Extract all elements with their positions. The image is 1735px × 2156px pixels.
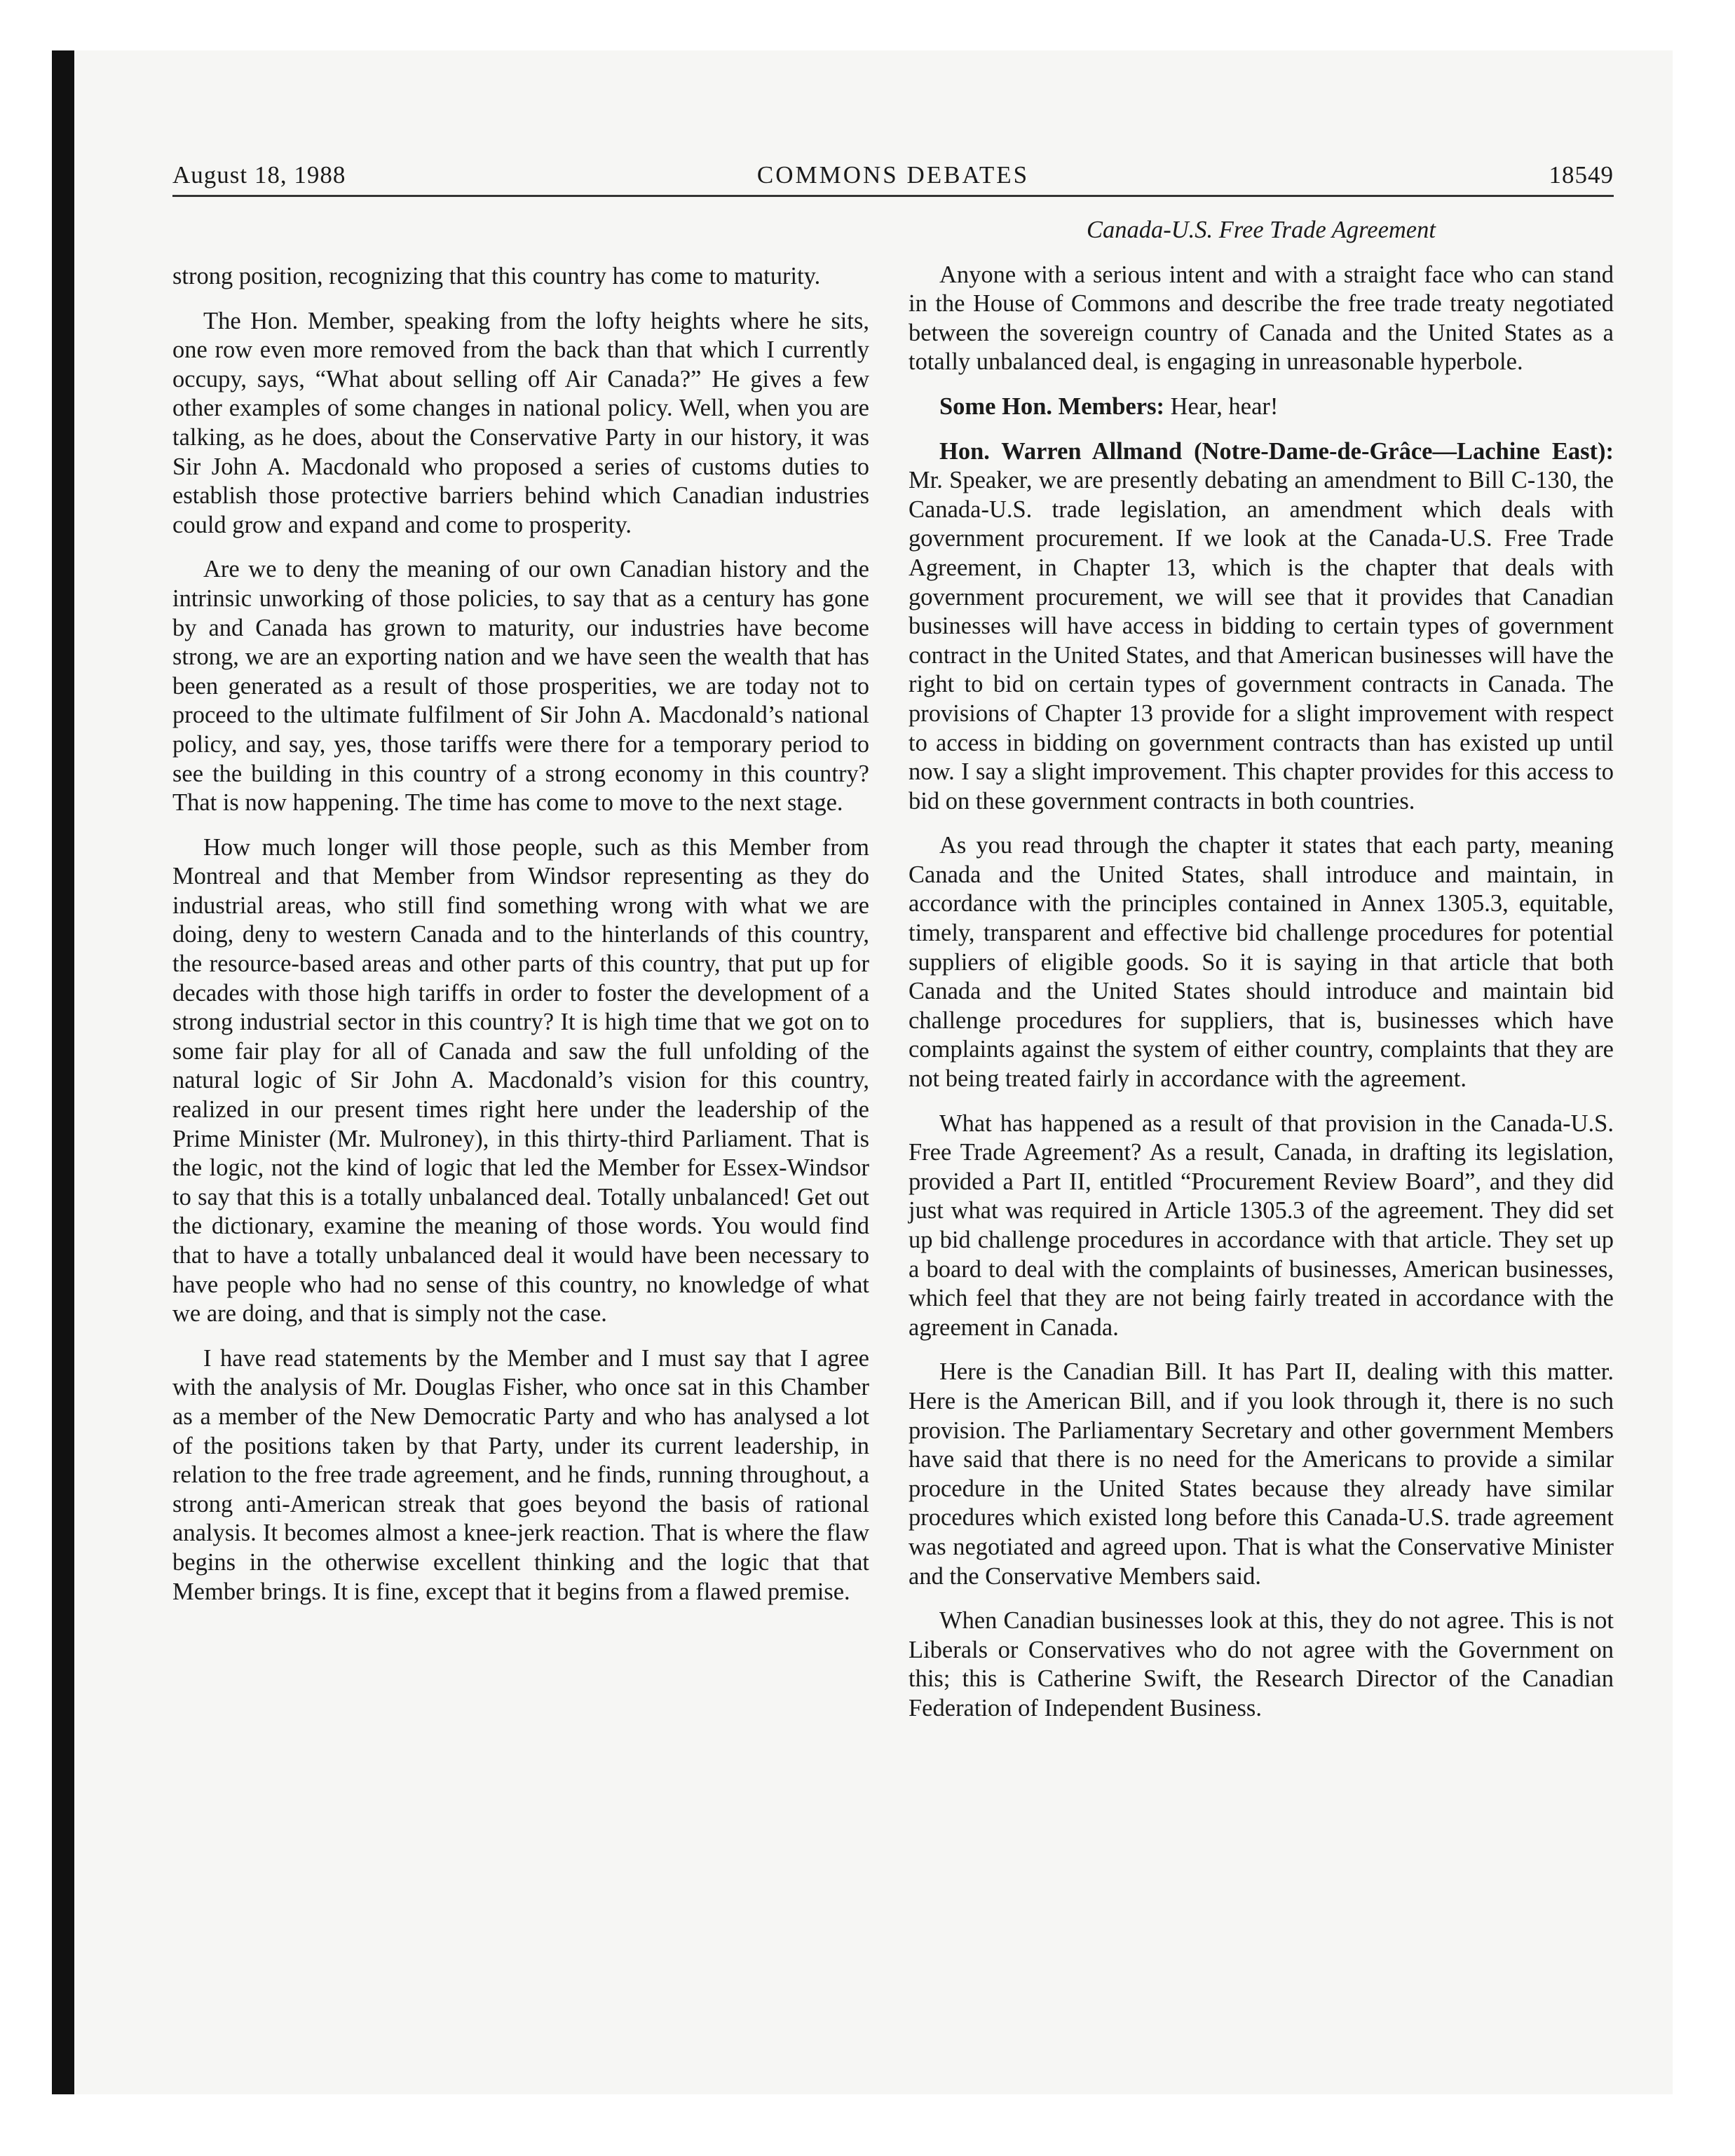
left-paragraph-5: I have read statements by the Member and I must say that I agree with the analysis of Mr. Douglas Fisher, who once sat in this Chamber as a member of the New Democratic Party and who has analysed a lot of the positions taken by that Party, under its current leadership, in relation to the free trade agreement, and he finds, running throughout, a strong anti-American streak that goes beyond the basis of rational analysis. It becomes almost a knee-jerk reaction. That is where the flaw begins in the otherwise excellent thinking and the logic that that Member brings. It is fine, except that it begins from a flawed premise. (172, 1344, 869, 1605)
header-page-number: 18549 (1549, 161, 1614, 189)
right-column (909, 216, 1614, 1739)
right-paragraph-5: What has happened as a result of that provision in the Canada-U.S. Free Trade Agreement? As a result, Canada, in drafting its legislation, provided a Part II, entitled “Procurement Review Board”, and they did just what was required in Article 1305.3 of the agreement. They did set up bid challenge procedures in accordance with that article. They set up a board to deal with the complaints of businesses, American businesses, which feel that they are not being fairly treated in accordance with the agreement in Canada. (909, 1110, 1614, 1341)
right-paragraph-4: As you read through the chapter it states that each party, meaning Canada and the United States, shall introduce and maintain, in accordance with the principles contained in Annex 1305.3, equitable, timely, transparent and effective bid challenge procedures for potential suppliers of eligible goods. So it is saying in that article that both Canada and the United States should introduce and maintain bid challenge procedures for suppliers, that is, businesses which have complaints against the system of either country, complaints that they are not being treated fairly in accordance with the agreement. (909, 832, 1614, 1093)
header-date: August 18, 1988 (172, 161, 346, 189)
scan-border (52, 50, 74, 2094)
right-paragraph-3 (909, 437, 1614, 817)
section-heading: Canada-U.S. Free Trade Agreement (1087, 217, 1436, 243)
speaker-label: Some Hon. Members: (939, 393, 1164, 420)
left-paragraph-3: Are we to deny the meaning of our own Canadian history and the intrinsic unworking of those policies, to say that as a century has gone by and Canada has grown to maturity, our industries have become strong, we are an exporting nation and we have seen the wealth that has been generated as a result of those prosperities, we are today not to proceed to the ultimate fulfilment of Sir John A. Macdonald’s national policy, and say, yes, those tariffs were there for a temporary period to see the building in this country of a strong economy in this country? That is now happening. The time has come to move to the next stage. (172, 556, 869, 817)
left-paragraph-4: How much longer will those people, such as this Member from Montreal and that Member from Windsor representing as they do industrial areas, who still find something wrong with what we are doing, deny to western Canada and to the hinterlands of this country, the resource-based areas and other parts of this country, that put up for decades with those high tariffs in order to foster the development of a strong industrial sector in this country? It is high time that we got on to some fair play for all of Canada and saw the full unfolding of the natural logic of Sir John A. Macdonald’s vision for this country, realized in our present times right here under the leadership of the Prime Minister (Mr. Mulroney), in this thirty-third Parliament. That is the logic, not the kind of logic that led the Member for Essex-Windsor to say that this is a totally unbalanced deal. Totally unbalanced! Get out the dictionary, examine the meaning of those words. You would find that to have a totally unbalanced deal it would have been necessary to have people who had no sense of this country, no knowledge of what we are doing, and that is simply not the case. (172, 833, 869, 1328)
right-paragraph-1: Anyone with a serious intent and with a straight face who can stand in the House of Commons and describe the free trade treaty negotiated between the sovereign country of Canada and the United States as a totally unbalanced deal, is engaging in unreasonable hyperbole. (909, 261, 1614, 376)
speech-text: Mr. Speaker, we are presently debating an amendment to Bill C-130, the Canada-U.S. trade legislation, an amendment which deals with government procurement. If we look at the Canada-U.S. Free Trade Agreement, in Chapter 13, which is the chapter that deals with government procurement, we will see that it provides that Canadian businesses will have access in bidding to certain types of government contract in the United States, and that American businesses will have the right to bid on certain types of government contracts in Canada. The provisions of Chapter 13 provide for a slight improvement with respect to access in bidding on government contracts than has existed up until now. I say a slight improvement. This chapter provides for this access to bid on these government contracts in both countries. (909, 467, 1614, 814)
right-paragraph-6: Here is the Canadian Bill. It has Part II, dealing with this matter. Here is the American Bill, and if you look through it, there is no such provision. The Parliamentary Secretary and other government Members have said that there is no need for the Americans to provide a similar procedure in the United States because they already have similar procedures which existed long before this Canada-U.S. trade agreement was negotiated and agreed upon. That is what the Conservative Minister and the Conservative Members said. (909, 1358, 1614, 1590)
right-paragraph-7: When Canadian businesses look at this, they do not agree. This is not Liberals or Conservatives who do not agree with the Government on this; this is Catherine Swift, the Research Director of the Canadian Federation of Independent Business. (909, 1607, 1614, 1721)
speech-text: Hear, hear! (1164, 393, 1279, 420)
right-paragraph-2 (909, 393, 1614, 422)
header-title: COMMONS DEBATES (756, 161, 1030, 189)
left-column (172, 262, 869, 1622)
left-paragraph-2: The Hon. Member, speaking from the lofty heights where he sits, one row even more removed from the back than that which I currently occupy, says, “What about selling off Air Canada?” He gives a few other examples of some changes in national policy. Well, when you are talking, as he does, about the Conservative Party in our history, it was Sir John A. Macdonald who proposed a series of customs duties to establish those protective barriers behind which Canadian industries could grow and expand and come to prosperity. (172, 307, 869, 538)
speaker-label: Hon. Warren Allmand (Notre-Dame-de-Grâce—Lachine East): (939, 437, 1614, 465)
page-header (172, 161, 1614, 197)
left-paragraph-1: strong position, recognizing that this country has come to maturity. (172, 263, 821, 289)
